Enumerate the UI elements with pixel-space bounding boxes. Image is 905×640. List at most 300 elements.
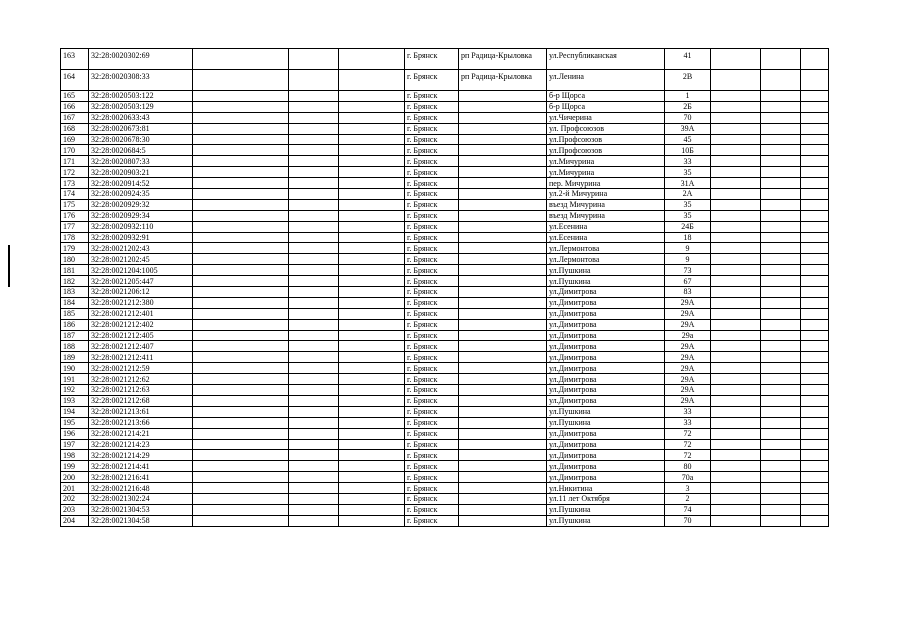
empty-cell bbox=[761, 374, 801, 385]
empty-cell bbox=[193, 243, 289, 254]
empty-cell bbox=[289, 91, 339, 102]
empty-cell bbox=[801, 417, 829, 428]
empty-cell bbox=[193, 395, 289, 406]
empty-cell bbox=[193, 49, 289, 70]
table-row bbox=[61, 199, 829, 210]
city-cell: г. Брянск bbox=[405, 330, 459, 341]
empty-cell bbox=[711, 406, 761, 417]
empty-cell bbox=[289, 199, 339, 210]
district-cell bbox=[459, 417, 547, 428]
empty-cell bbox=[339, 352, 405, 363]
street-cell: ул.Димитрова bbox=[547, 308, 665, 319]
row-number: 173 bbox=[61, 178, 89, 189]
street-cell: ул.Мичурина bbox=[547, 167, 665, 178]
empty-cell bbox=[711, 428, 761, 439]
empty-cell bbox=[801, 199, 829, 210]
table-row bbox=[61, 91, 829, 102]
cadastral-number: 32:28:0021212:380 bbox=[89, 297, 193, 308]
empty-cell bbox=[193, 167, 289, 178]
empty-cell bbox=[801, 112, 829, 123]
city-cell: г. Брянск bbox=[405, 341, 459, 352]
district-cell bbox=[459, 406, 547, 417]
empty-cell bbox=[193, 265, 289, 276]
street-cell: ул.Есенина bbox=[547, 232, 665, 243]
empty-cell bbox=[711, 167, 761, 178]
house-number: 70 bbox=[665, 515, 711, 526]
empty-cell bbox=[711, 189, 761, 200]
house-number: 83 bbox=[665, 287, 711, 298]
empty-cell bbox=[339, 221, 405, 232]
district-cell bbox=[459, 232, 547, 243]
street-cell: въезд Мичурина bbox=[547, 199, 665, 210]
district-cell bbox=[459, 276, 547, 287]
table-row bbox=[61, 428, 829, 439]
street-cell: ул.Пушкина bbox=[547, 417, 665, 428]
house-number: 70а bbox=[665, 472, 711, 483]
house-number: 67 bbox=[665, 276, 711, 287]
empty-cell bbox=[289, 330, 339, 341]
street-cell: ул.Димитрова bbox=[547, 341, 665, 352]
city-cell: г. Брянск bbox=[405, 504, 459, 515]
street-cell: въезд Мичурина bbox=[547, 210, 665, 221]
empty-cell bbox=[801, 493, 829, 504]
street-cell: ул.Лермонтова bbox=[547, 254, 665, 265]
row-number: 191 bbox=[61, 374, 89, 385]
city-cell: г. Брянск bbox=[405, 199, 459, 210]
empty-cell bbox=[289, 417, 339, 428]
empty-cell bbox=[801, 308, 829, 319]
empty-cell bbox=[193, 428, 289, 439]
empty-cell bbox=[289, 504, 339, 515]
empty-cell bbox=[193, 276, 289, 287]
cadastral-number: 32:28:0021214:41 bbox=[89, 461, 193, 472]
house-number: 3 bbox=[665, 483, 711, 494]
table-row bbox=[61, 156, 829, 167]
empty-cell bbox=[761, 210, 801, 221]
street-cell: ул.Пушкина bbox=[547, 504, 665, 515]
street-cell: ул.Димитрова bbox=[547, 395, 665, 406]
empty-cell bbox=[193, 123, 289, 134]
empty-cell bbox=[289, 156, 339, 167]
cadastral-number: 32:28:0021212:62 bbox=[89, 374, 193, 385]
empty-cell bbox=[289, 145, 339, 156]
empty-cell bbox=[711, 221, 761, 232]
empty-cell bbox=[193, 308, 289, 319]
row-number: 193 bbox=[61, 395, 89, 406]
empty-cell bbox=[711, 483, 761, 494]
empty-cell bbox=[289, 123, 339, 134]
house-number: 9 bbox=[665, 254, 711, 265]
table-row bbox=[61, 123, 829, 134]
empty-cell bbox=[193, 145, 289, 156]
house-number: 29А bbox=[665, 395, 711, 406]
city-cell: г. Брянск bbox=[405, 91, 459, 102]
empty-cell bbox=[289, 319, 339, 330]
empty-cell bbox=[193, 112, 289, 123]
empty-cell bbox=[801, 287, 829, 298]
house-number: 24Б bbox=[665, 221, 711, 232]
empty-cell bbox=[339, 178, 405, 189]
empty-cell bbox=[761, 319, 801, 330]
empty-cell bbox=[193, 341, 289, 352]
house-number: 10Б bbox=[665, 145, 711, 156]
cadastral-number: 32:28:0021212:401 bbox=[89, 308, 193, 319]
row-number: 194 bbox=[61, 406, 89, 417]
house-number: 29А bbox=[665, 341, 711, 352]
empty-cell bbox=[761, 406, 801, 417]
cadastral-number: 32:28:0020678:30 bbox=[89, 134, 193, 145]
table-body bbox=[61, 49, 829, 527]
street-cell: ул.Димитрова bbox=[547, 319, 665, 330]
empty-cell bbox=[711, 70, 761, 91]
district-cell bbox=[459, 297, 547, 308]
district-cell bbox=[459, 352, 547, 363]
empty-cell bbox=[711, 308, 761, 319]
cadastral-number: 32:28:0020932:91 bbox=[89, 232, 193, 243]
row-number: 188 bbox=[61, 341, 89, 352]
empty-cell bbox=[801, 395, 829, 406]
empty-cell bbox=[711, 417, 761, 428]
table-row bbox=[61, 308, 829, 319]
empty-cell bbox=[801, 428, 829, 439]
street-cell: б-р Щорса bbox=[547, 91, 665, 102]
empty-cell bbox=[711, 461, 761, 472]
empty-cell bbox=[801, 243, 829, 254]
empty-cell bbox=[339, 297, 405, 308]
cadastral-number: 32:28:0021216:48 bbox=[89, 483, 193, 494]
row-number: 180 bbox=[61, 254, 89, 265]
empty-cell bbox=[801, 385, 829, 396]
cadastral-number: 32:28:0021214:23 bbox=[89, 439, 193, 450]
row-number: 181 bbox=[61, 265, 89, 276]
empty-cell bbox=[761, 472, 801, 483]
empty-cell bbox=[711, 493, 761, 504]
row-number: 178 bbox=[61, 232, 89, 243]
empty-cell bbox=[193, 483, 289, 494]
table-row bbox=[61, 374, 829, 385]
empty-cell bbox=[711, 450, 761, 461]
empty-cell bbox=[711, 243, 761, 254]
empty-cell bbox=[801, 472, 829, 483]
row-number: 171 bbox=[61, 156, 89, 167]
city-cell: г. Брянск bbox=[405, 243, 459, 254]
empty-cell bbox=[711, 385, 761, 396]
city-cell: г. Брянск bbox=[405, 101, 459, 112]
house-number: 72 bbox=[665, 450, 711, 461]
empty-cell bbox=[339, 395, 405, 406]
house-number: 74 bbox=[665, 504, 711, 515]
row-number: 185 bbox=[61, 308, 89, 319]
district-cell bbox=[459, 395, 547, 406]
empty-cell bbox=[711, 101, 761, 112]
city-cell: г. Брянск bbox=[405, 319, 459, 330]
table-row bbox=[61, 352, 829, 363]
street-cell: б-р Щорса bbox=[547, 101, 665, 112]
empty-cell bbox=[339, 91, 405, 102]
row-number: 197 bbox=[61, 439, 89, 450]
empty-cell bbox=[289, 287, 339, 298]
empty-cell bbox=[711, 276, 761, 287]
empty-cell bbox=[289, 297, 339, 308]
row-number: 198 bbox=[61, 450, 89, 461]
empty-cell bbox=[193, 199, 289, 210]
empty-cell bbox=[289, 221, 339, 232]
empty-cell bbox=[193, 330, 289, 341]
empty-cell bbox=[289, 341, 339, 352]
table-row bbox=[61, 287, 829, 298]
district-cell bbox=[459, 385, 547, 396]
table-row bbox=[61, 319, 829, 330]
empty-cell bbox=[711, 515, 761, 526]
district-cell bbox=[459, 167, 547, 178]
table-row bbox=[61, 297, 829, 308]
house-number: 29А bbox=[665, 308, 711, 319]
district-cell bbox=[459, 156, 547, 167]
empty-cell bbox=[801, 167, 829, 178]
city-cell: г. Брянск bbox=[405, 123, 459, 134]
table-row bbox=[61, 112, 829, 123]
city-cell: г. Брянск bbox=[405, 472, 459, 483]
cadastral-number: 32:28:0020503:129 bbox=[89, 101, 193, 112]
empty-cell bbox=[193, 232, 289, 243]
city-cell: г. Брянск bbox=[405, 515, 459, 526]
empty-cell bbox=[339, 134, 405, 145]
empty-cell bbox=[761, 91, 801, 102]
empty-cell bbox=[801, 276, 829, 287]
empty-cell bbox=[339, 232, 405, 243]
empty-cell bbox=[801, 330, 829, 341]
empty-cell bbox=[761, 254, 801, 265]
table-row bbox=[61, 70, 829, 91]
cadastral-number: 32:28:0020308:33 bbox=[89, 70, 193, 91]
district-cell bbox=[459, 101, 547, 112]
house-number: 35 bbox=[665, 210, 711, 221]
district-cell bbox=[459, 439, 547, 450]
empty-cell bbox=[289, 243, 339, 254]
city-cell: г. Брянск bbox=[405, 461, 459, 472]
empty-cell bbox=[289, 483, 339, 494]
empty-cell bbox=[761, 483, 801, 494]
street-cell: ул.Республиканская bbox=[547, 49, 665, 70]
empty-cell bbox=[711, 232, 761, 243]
empty-cell bbox=[761, 145, 801, 156]
empty-cell bbox=[761, 385, 801, 396]
empty-cell bbox=[761, 156, 801, 167]
empty-cell bbox=[711, 472, 761, 483]
empty-cell bbox=[761, 417, 801, 428]
margin-mark bbox=[8, 245, 10, 287]
row-number: 168 bbox=[61, 123, 89, 134]
table-row bbox=[61, 101, 829, 112]
empty-cell bbox=[193, 504, 289, 515]
empty-cell bbox=[711, 341, 761, 352]
empty-cell bbox=[193, 472, 289, 483]
row-number: 179 bbox=[61, 243, 89, 254]
table-row bbox=[61, 450, 829, 461]
empty-cell bbox=[711, 145, 761, 156]
street-cell: ул.Лермонтова bbox=[547, 243, 665, 254]
table-row bbox=[61, 134, 829, 145]
cadastral-number: 32:28:0021213:66 bbox=[89, 417, 193, 428]
district-cell bbox=[459, 504, 547, 515]
city-cell: г. Брянск bbox=[405, 167, 459, 178]
table-row bbox=[61, 504, 829, 515]
empty-cell bbox=[711, 178, 761, 189]
row-number: 174 bbox=[61, 189, 89, 200]
table-row bbox=[61, 145, 829, 156]
district-cell bbox=[459, 112, 547, 123]
street-cell: ул.Профсоюзов bbox=[547, 134, 665, 145]
city-cell: г. Брянск bbox=[405, 145, 459, 156]
empty-cell bbox=[289, 308, 339, 319]
house-number: 35 bbox=[665, 167, 711, 178]
empty-cell bbox=[801, 439, 829, 450]
empty-cell bbox=[193, 450, 289, 461]
house-number: 29А bbox=[665, 374, 711, 385]
empty-cell bbox=[339, 167, 405, 178]
empty-cell bbox=[339, 472, 405, 483]
table-row bbox=[61, 243, 829, 254]
house-number: 41 bbox=[665, 49, 711, 70]
empty-cell bbox=[801, 450, 829, 461]
row-number: 186 bbox=[61, 319, 89, 330]
empty-cell bbox=[193, 101, 289, 112]
empty-cell bbox=[339, 406, 405, 417]
empty-cell bbox=[761, 112, 801, 123]
empty-cell bbox=[801, 145, 829, 156]
empty-cell bbox=[761, 493, 801, 504]
empty-cell bbox=[801, 210, 829, 221]
empty-cell bbox=[339, 374, 405, 385]
row-number: 203 bbox=[61, 504, 89, 515]
empty-cell bbox=[289, 352, 339, 363]
empty-cell bbox=[801, 134, 829, 145]
house-number: 29А bbox=[665, 319, 711, 330]
row-number: 190 bbox=[61, 363, 89, 374]
empty-cell bbox=[761, 428, 801, 439]
empty-cell bbox=[711, 439, 761, 450]
empty-cell bbox=[289, 428, 339, 439]
empty-cell bbox=[193, 287, 289, 298]
district-cell bbox=[459, 330, 547, 341]
empty-cell bbox=[339, 319, 405, 330]
empty-cell bbox=[761, 167, 801, 178]
table-row bbox=[61, 265, 829, 276]
cadastral-number: 32:28:0021216:41 bbox=[89, 472, 193, 483]
empty-cell bbox=[289, 232, 339, 243]
empty-cell bbox=[339, 287, 405, 298]
city-cell: г. Брянск bbox=[405, 221, 459, 232]
empty-cell bbox=[339, 49, 405, 70]
empty-cell bbox=[339, 450, 405, 461]
district-cell bbox=[459, 319, 547, 330]
empty-cell bbox=[761, 189, 801, 200]
empty-cell bbox=[801, 297, 829, 308]
empty-cell bbox=[761, 232, 801, 243]
empty-cell bbox=[711, 330, 761, 341]
row-number: 163 bbox=[61, 49, 89, 70]
empty-cell bbox=[193, 221, 289, 232]
row-number: 199 bbox=[61, 461, 89, 472]
empty-cell bbox=[339, 428, 405, 439]
empty-cell bbox=[761, 450, 801, 461]
empty-cell bbox=[339, 254, 405, 265]
street-cell: пер. Мичурина bbox=[547, 178, 665, 189]
cadastral-number: 32:28:0020673:81 bbox=[89, 123, 193, 134]
table-row bbox=[61, 515, 829, 526]
empty-cell bbox=[289, 363, 339, 374]
empty-cell bbox=[339, 70, 405, 91]
house-number: 33 bbox=[665, 417, 711, 428]
cadastral-table bbox=[60, 48, 829, 527]
district-cell bbox=[459, 428, 547, 439]
district-cell bbox=[459, 243, 547, 254]
empty-cell bbox=[711, 199, 761, 210]
empty-cell bbox=[801, 156, 829, 167]
cadastral-number: 32:28:0020302:69 bbox=[89, 49, 193, 70]
empty-cell bbox=[193, 70, 289, 91]
empty-cell bbox=[193, 461, 289, 472]
house-number: 35 bbox=[665, 199, 711, 210]
district-cell bbox=[459, 472, 547, 483]
house-number: 73 bbox=[665, 265, 711, 276]
street-cell: ул.Профсоюзов bbox=[547, 145, 665, 156]
street-cell: ул.2-й Мичурина bbox=[547, 189, 665, 200]
house-number: 29А bbox=[665, 297, 711, 308]
empty-cell bbox=[193, 515, 289, 526]
city-cell: г. Брянск bbox=[405, 406, 459, 417]
city-cell: г. Брянск bbox=[405, 70, 459, 91]
district-cell: рп Радица-Крыловка bbox=[459, 70, 547, 91]
empty-cell bbox=[289, 178, 339, 189]
empty-cell bbox=[193, 189, 289, 200]
district-cell bbox=[459, 341, 547, 352]
table-row bbox=[61, 221, 829, 232]
empty-cell bbox=[801, 363, 829, 374]
empty-cell bbox=[339, 145, 405, 156]
cadastral-number: 32:28:0021212:407 bbox=[89, 341, 193, 352]
row-number: 187 bbox=[61, 330, 89, 341]
empty-cell bbox=[711, 395, 761, 406]
table-row bbox=[61, 178, 829, 189]
empty-cell bbox=[339, 493, 405, 504]
street-cell: ул.Димитрова bbox=[547, 297, 665, 308]
empty-cell bbox=[289, 134, 339, 145]
district-cell bbox=[459, 134, 547, 145]
district-cell bbox=[459, 210, 547, 221]
empty-cell bbox=[193, 297, 289, 308]
row-number: 192 bbox=[61, 385, 89, 396]
street-cell: ул.Димитрова bbox=[547, 385, 665, 396]
street-cell: ул.Пушкина bbox=[547, 265, 665, 276]
empty-cell bbox=[339, 123, 405, 134]
empty-cell bbox=[193, 406, 289, 417]
empty-cell bbox=[711, 156, 761, 167]
empty-cell bbox=[801, 232, 829, 243]
empty-cell bbox=[801, 352, 829, 363]
street-cell: ул.Пушкина bbox=[547, 515, 665, 526]
empty-cell bbox=[711, 319, 761, 330]
row-number: 164 bbox=[61, 70, 89, 91]
empty-cell bbox=[193, 374, 289, 385]
empty-cell bbox=[801, 70, 829, 91]
city-cell: г. Брянск bbox=[405, 276, 459, 287]
table-row bbox=[61, 363, 829, 374]
cadastral-number: 32:28:0020903:21 bbox=[89, 167, 193, 178]
city-cell: г. Брянск bbox=[405, 417, 459, 428]
empty-cell bbox=[193, 493, 289, 504]
empty-cell bbox=[339, 417, 405, 428]
